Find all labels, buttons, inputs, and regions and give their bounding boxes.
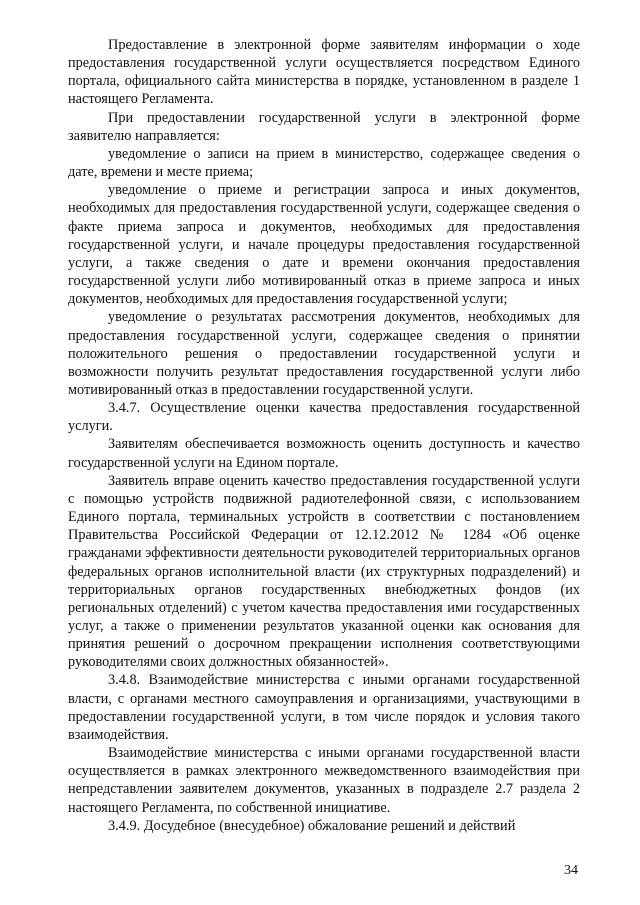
paragraph-quality-access: Заявителям обеспечивается возможность оценить доступность и качество государственной услуги на Едином портале. xyxy=(68,436,580,471)
page-number: 34 xyxy=(564,863,578,878)
paragraph-registration-notice: уведомление о приеме и регистрации запроса и иных документов, необходимых для предоставления государственной услуги, содержащее сведения о факте приема запроса и документов, необходимых для предоставления государственной услуги, и начале процедуры предоставления государственной услуги, а также сведения о дате и времени окончания предоставления государственной услуги либо мотивированный отказ в приеме запроса и иных документов, необходимых для предоставления государственной услуги; xyxy=(68,182,580,308)
paragraph-appointment-notice: уведомление о записи на прием в министерство, содержащее сведения о дате, времени и месте приема; xyxy=(68,145,580,181)
section-heading-3-4-9: 3.4.9. Досудебное (внесудебное) обжалование решений и действий xyxy=(108,817,516,834)
section-heading-3-4-7: 3.4.7. Осуществление оценки качества предоставления государственной услуги. xyxy=(68,400,580,435)
paragraph-quality-evaluation: Заявитель вправе оценить качество предоставления государственной услуги с помощью устройств подвижной радиотелефонной связи, с использованием Единого портала, терминальных устройств в соответствии с постановлением Правительства Российской Федерации от 12.12.2012 № 1284 «Об оценке гражданами эффективности деятельности руководителей территориальных органов федеральных органов исполнительной власти (их структурных подразделений) и территориальных органов государственных внебюджетных фондов (их региональных отделений) с учетом качества предоставления ими государственных услуг, а также о применении результатов указанной оценки как основания для принятия решений о досрочном прекращении исполнения соответствующими руководителями своих должностных обязанностей». xyxy=(68,472,580,671)
paragraph-interaction: Взаимодействие министерства с иными органами государственной власти осуществляется в рамках электронного межведомственного взаимодействия при непредставлении заявителем документов, указанных в подразделе 2.7 раздела 2 настоящего Регламента, по собственной инициативе. xyxy=(68,745,580,816)
paragraph-notifications-intro: При предоставлении государственной услуги в электронной форме заявителю направляется: xyxy=(68,109,580,144)
paragraph-info-provision: Предоставление в электронной форме заявителям информации о ходе предоставления государственной услуги осуществляется посредством Единого портала, официального сайта министерства в порядке, установленном в разделе 1 настоящего Регламента. xyxy=(68,37,580,108)
section-heading-3-4-8: 3.4.8. Взаимодействие министерства с иными органами государственной власти, с органами местного самоуправления и организациями, участвующими в предоставлении государственной услуги, в том числе порядок и условия такого взаимодействия. xyxy=(68,672,580,743)
paragraph-results-notice: уведомление о результатах рассмотрения документов, необходимых для предоставления государственной услуги, содержащее сведения о принятии положительного решения о предоставлении государственной услуги и возможности получить результат предоставления государственной услуги либо мотивированный отказ в предоставлении государственной услуги. xyxy=(68,309,580,398)
document-body xyxy=(68,36,580,835)
